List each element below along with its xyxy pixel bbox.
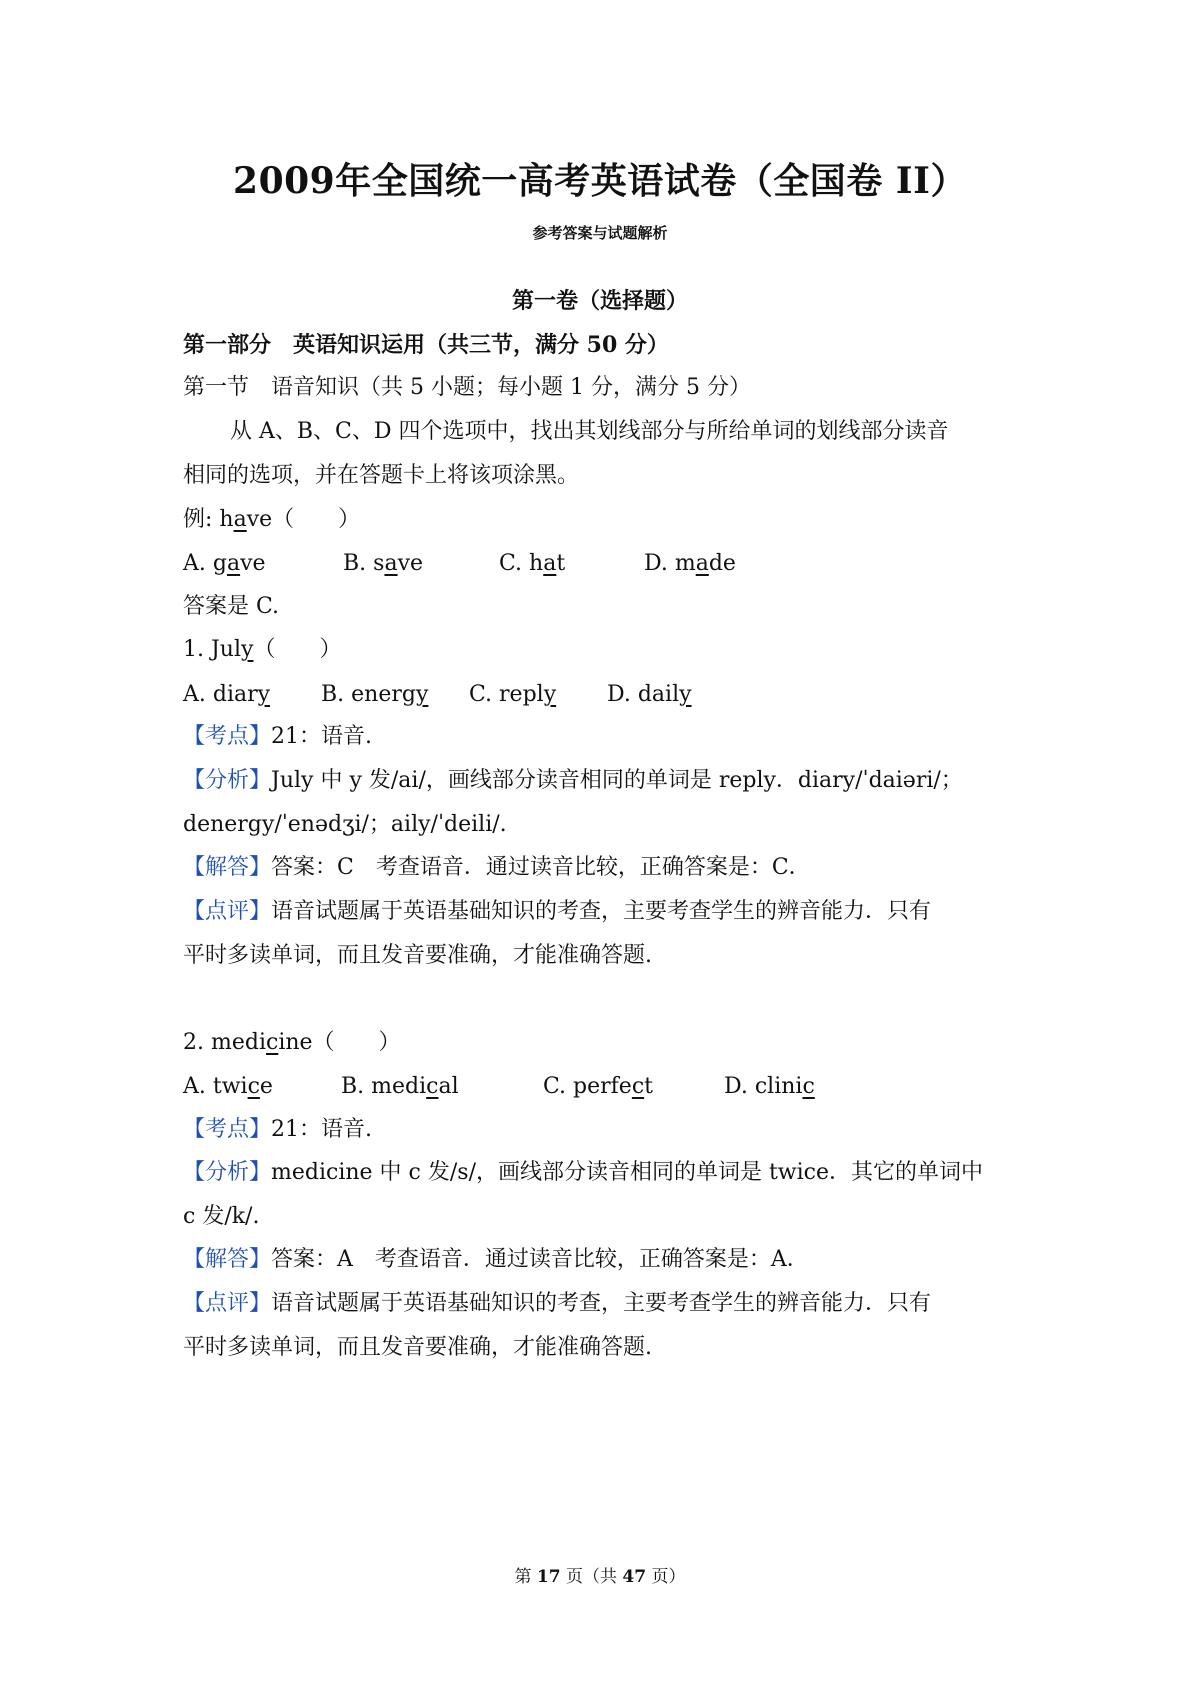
question-1-fenxi-line-1: 【分析】July 中 y 发/ai/，画线部分读音相同的单词是 reply．diary/ˈdaiəri/； xyxy=(183,768,963,793)
dianping-tag: 【点评】 xyxy=(183,1291,272,1316)
question-1-fenxi-line-2: denergy/ˈenədʒi/；aily/ˈdeili/. xyxy=(183,812,507,837)
question-1-option-d: D. daily xyxy=(607,682,692,707)
question-1-kaodian: 【考点】21：语音. xyxy=(183,724,373,749)
example-option-a: A. gave xyxy=(183,551,266,576)
question-1-prompt: 1. July（ ） xyxy=(183,637,342,662)
kaodian-tag: 【考点】 xyxy=(183,1117,272,1142)
question-2-fenxi-line-1: 【分析】medicine 中 c 发/s/，画线部分读音相同的单词是 twice．其它的单词中 xyxy=(183,1160,984,1185)
question-1-dianping-line-1: 【点评】语音试题属于英语基础知识的考查，主要考查学生的辨音能力．只有 xyxy=(183,899,932,924)
question-1-option-a: A. diary xyxy=(183,682,271,707)
question-2-dianping-line-1: 【点评】语音试题属于英语基础知识的考查，主要考查学生的辨音能力．只有 xyxy=(183,1291,932,1316)
question-1-jieda: 【解答】答案：C 考查语音．通过读音比较，正确答案是：C． xyxy=(183,855,811,880)
part-heading: 第一部分 英语知识运用（共三节，满分 50 分） xyxy=(183,332,669,358)
example-option-c: C. hat xyxy=(499,551,566,576)
document-title: 2009年全国统一高考英语试卷（全国卷 II） xyxy=(233,160,967,202)
question-2-option-c: C. perfect xyxy=(543,1074,653,1099)
document-subtitle: 参考答案与试题解析 xyxy=(532,224,668,242)
example-prompt: 例: have（ ） xyxy=(183,507,361,532)
kaodian-tag: 【考点】 xyxy=(183,724,272,749)
question-2-option-b: B. medical xyxy=(341,1074,459,1099)
instructions-line-2: 相同的选项，并在答题卡上将该项涂黑。 xyxy=(183,463,580,488)
example-option-b: B. save xyxy=(343,551,424,576)
question-2-option-a: A. twice xyxy=(183,1074,273,1099)
question-1-option-c: C. reply xyxy=(469,682,557,707)
question-2-jieda: 【解答】答案：A 考查语音．通过读音比较，正确答案是：A． xyxy=(183,1247,809,1272)
current-page-number: 17 xyxy=(536,1567,561,1587)
jieda-tag: 【解答】 xyxy=(183,1247,272,1272)
fenxi-tag: 【分析】 xyxy=(183,768,272,793)
dianping-tag: 【点评】 xyxy=(183,899,272,924)
question-1-dianping-line-2: 平时多读单词，而且发音要准确，才能准确答题. xyxy=(183,943,652,968)
question-1-option-b: B. energy xyxy=(321,682,429,707)
question-2-dianping-line-2: 平时多读单词，而且发音要准确，才能准确答题. xyxy=(183,1335,652,1360)
question-2-kaodian: 【考点】21：语音. xyxy=(183,1117,373,1142)
example-option-d: D. made xyxy=(644,551,736,576)
section-heading: 第一节 语音知识（共 5 小题；每小题 1 分，满分 5 分） xyxy=(183,375,751,400)
question-2-option-d: D. clinic xyxy=(724,1074,815,1099)
instructions-line-1: 从 A、B、C、D 四个选项中，找出其划线部分与所给单词的划线部分读音 xyxy=(230,419,949,444)
total-page-count: 47 xyxy=(622,1567,647,1587)
example-answer: 答案是 C. xyxy=(183,594,280,619)
page-footer: 第 17 页（共 47 页） xyxy=(514,1567,686,1587)
jieda-tag: 【解答】 xyxy=(183,855,272,880)
question-2-fenxi-line-2: c 发/k/. xyxy=(183,1204,260,1229)
volume-heading: 第一卷（选择题） xyxy=(511,288,688,314)
question-2-prompt: 2. medicine（ ） xyxy=(183,1030,401,1055)
fenxi-tag: 【分析】 xyxy=(183,1160,272,1185)
